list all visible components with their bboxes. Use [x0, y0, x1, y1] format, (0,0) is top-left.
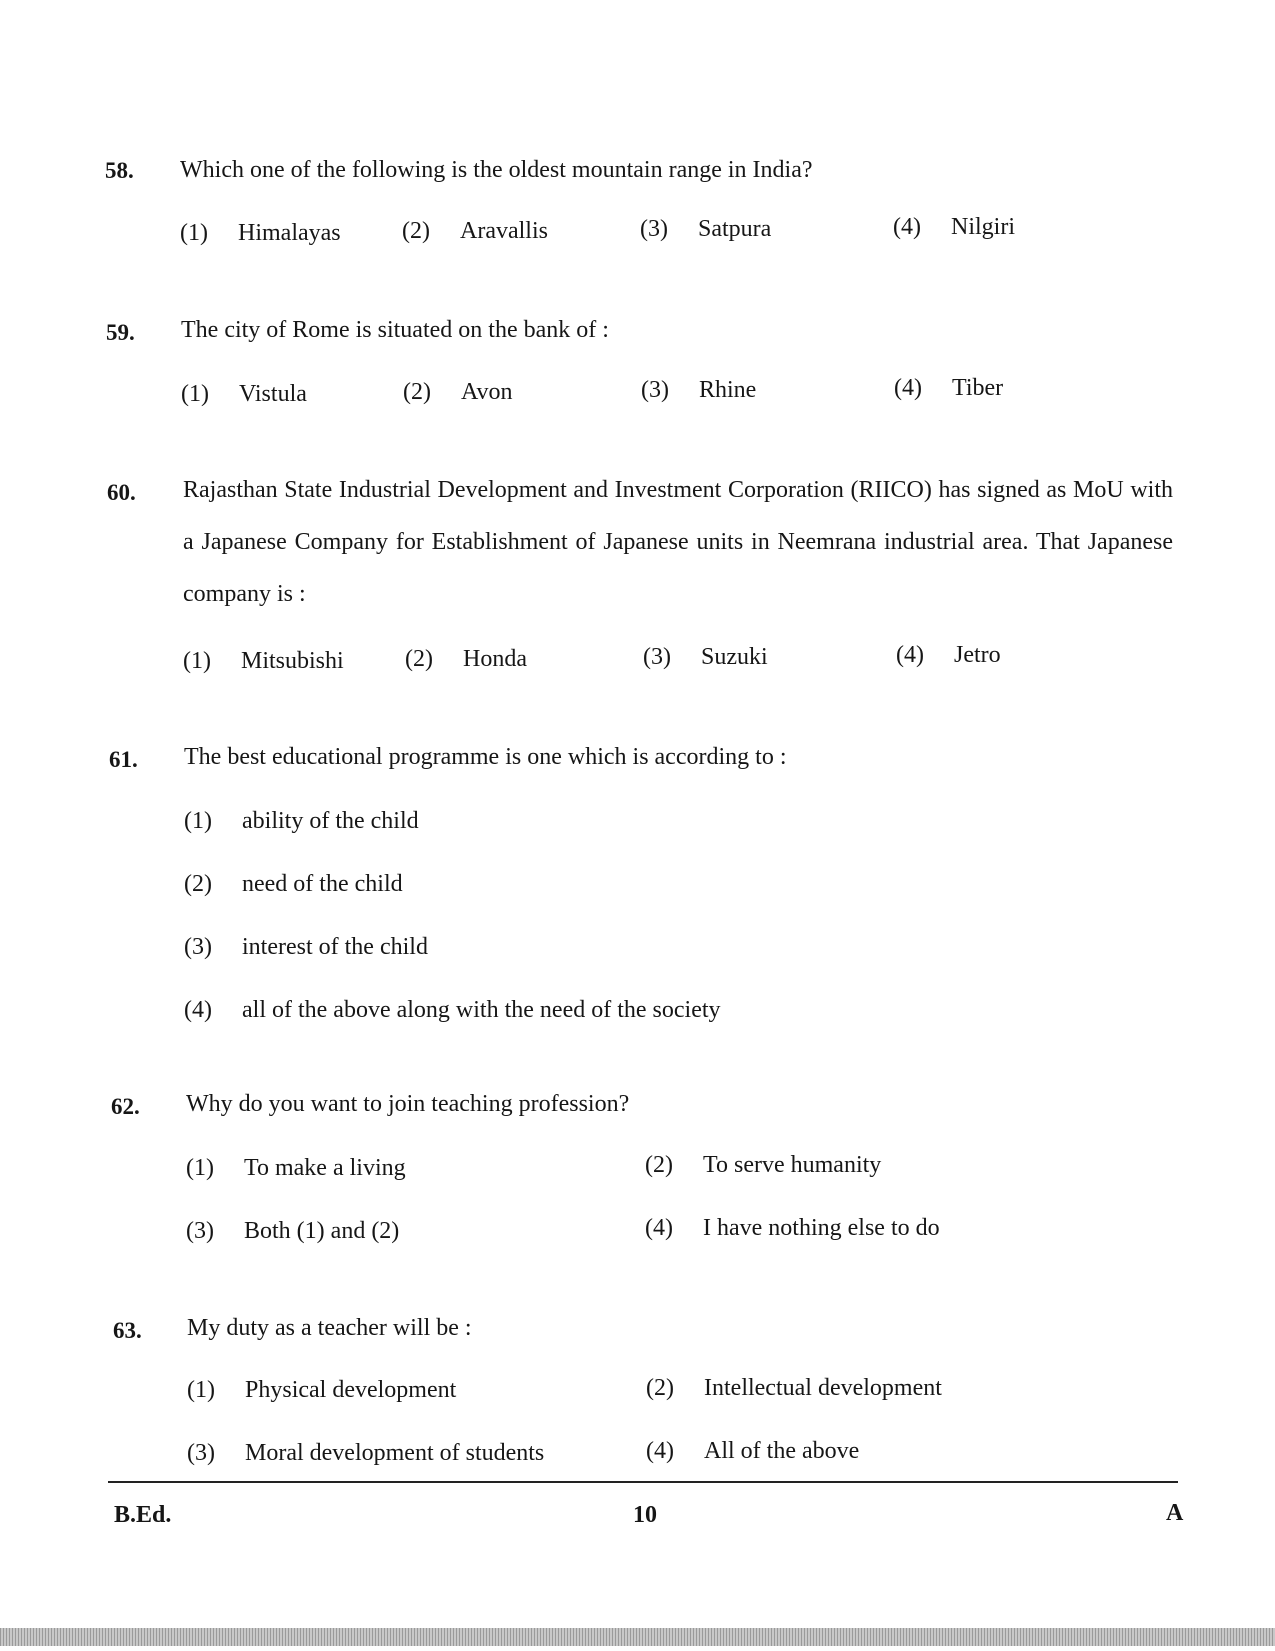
option-text: Rhine: [699, 377, 757, 403]
option-3: [184, 934, 428, 961]
option-3: [643, 644, 768, 671]
option-1: [184, 808, 419, 835]
option-text: Tiber: [952, 375, 1004, 401]
option-4: [645, 1215, 940, 1242]
option-4: [184, 997, 721, 1024]
question-text: Rajasthan State Industrial Development and Investment Corporation (RIICO) has signed as MoU with a Japanese Company for Establishment of Japanese units in Neemrana industrial area. That Japanese company is :: [183, 477, 1173, 607]
option-2: [184, 871, 403, 898]
option-number: (3): [184, 934, 212, 960]
option-3: [186, 1218, 399, 1245]
option-2: [645, 1152, 881, 1179]
option-text: To serve humanity: [703, 1152, 882, 1178]
footer-course: B.Ed.: [114, 1502, 172, 1528]
option-text: ability of the child: [242, 808, 419, 834]
question-text: The best educational programme is one which is according to :: [184, 744, 787, 770]
question-number: 60.: [107, 480, 136, 505]
option-number: (1): [181, 381, 209, 407]
option-number: (4): [893, 214, 921, 240]
footer-divider: [108, 1481, 1178, 1483]
option-text: interest of the child: [242, 934, 428, 960]
option-2: [405, 646, 527, 673]
option-number: (2): [645, 1152, 673, 1178]
option-1: [187, 1377, 456, 1404]
option-text: Himalayas: [238, 220, 341, 246]
question-number: 63.: [113, 1318, 142, 1343]
option-4: [893, 214, 1015, 241]
option-text: Both (1) and (2): [244, 1218, 400, 1244]
question-number: 61.: [109, 747, 138, 772]
option-number: (2): [405, 646, 433, 672]
option-4: [646, 1438, 859, 1465]
page-number: 10: [633, 1502, 657, 1528]
option-number: (3): [640, 216, 668, 242]
option-text: Aravallis: [460, 218, 548, 244]
option-number: (4): [184, 997, 212, 1023]
option-1: [181, 381, 307, 408]
option-4: [896, 642, 1001, 669]
option-number: (2): [646, 1375, 674, 1401]
question-text: The city of Rome is situated on the bank of :: [181, 317, 609, 343]
option-2: [402, 218, 548, 245]
option-text: Jetro: [954, 642, 1001, 668]
option-text: Vistula: [239, 381, 307, 407]
option-2: [403, 379, 513, 406]
option-text: Moral development of students: [245, 1440, 545, 1466]
option-text: all of the above along with the need of the society: [242, 997, 721, 1023]
option-4: [894, 375, 1003, 402]
option-1: [183, 648, 344, 675]
option-text: Honda: [463, 646, 527, 672]
booklet-series: A: [1166, 1500, 1184, 1526]
option-text: Intellectual development: [704, 1375, 942, 1401]
option-3: [640, 216, 771, 243]
option-1: [180, 220, 341, 247]
option-text: Avon: [461, 379, 513, 405]
option-text: I have nothing else to do: [703, 1215, 940, 1241]
option-number: (4): [894, 375, 922, 401]
option-number: (1): [184, 808, 212, 834]
question-number: 59.: [106, 320, 135, 345]
option-number: (2): [184, 871, 212, 897]
option-number: (4): [646, 1438, 674, 1464]
question-text: Why do you want to join teaching profession?: [186, 1091, 630, 1117]
option-number: (2): [403, 379, 431, 405]
option-number: (3): [187, 1440, 215, 1466]
option-number: (1): [183, 648, 211, 674]
option-text: Suzuki: [701, 644, 768, 670]
option-1: [186, 1155, 406, 1182]
option-number: (3): [186, 1218, 214, 1244]
option-text: All of the above: [704, 1438, 860, 1464]
option-number: (4): [896, 642, 924, 668]
option-number: (2): [402, 218, 430, 244]
question-text: My duty as a teacher will be :: [187, 1315, 472, 1341]
question-number: 58.: [105, 158, 134, 183]
scan-edge-band: [0, 1628, 1275, 1646]
option-number: (1): [180, 220, 208, 246]
option-text: To make a living: [244, 1155, 406, 1181]
question-number: 62.: [111, 1094, 140, 1119]
option-text: Physical development: [245, 1377, 457, 1403]
option-number: (4): [645, 1215, 673, 1241]
option-text: Satpura: [698, 216, 772, 242]
option-3: [187, 1440, 544, 1467]
option-number: (1): [187, 1377, 215, 1403]
question-text: Which one of the following is the oldest mountain range in India?: [180, 157, 813, 183]
option-text: Mitsubishi: [241, 648, 344, 674]
option-text: need of the child: [242, 871, 403, 897]
option-2: [646, 1375, 942, 1402]
option-number: (3): [641, 377, 669, 403]
option-number: (1): [186, 1155, 214, 1181]
option-3: [641, 377, 756, 404]
option-number: (3): [643, 644, 671, 670]
option-text: Nilgiri: [951, 214, 1015, 240]
